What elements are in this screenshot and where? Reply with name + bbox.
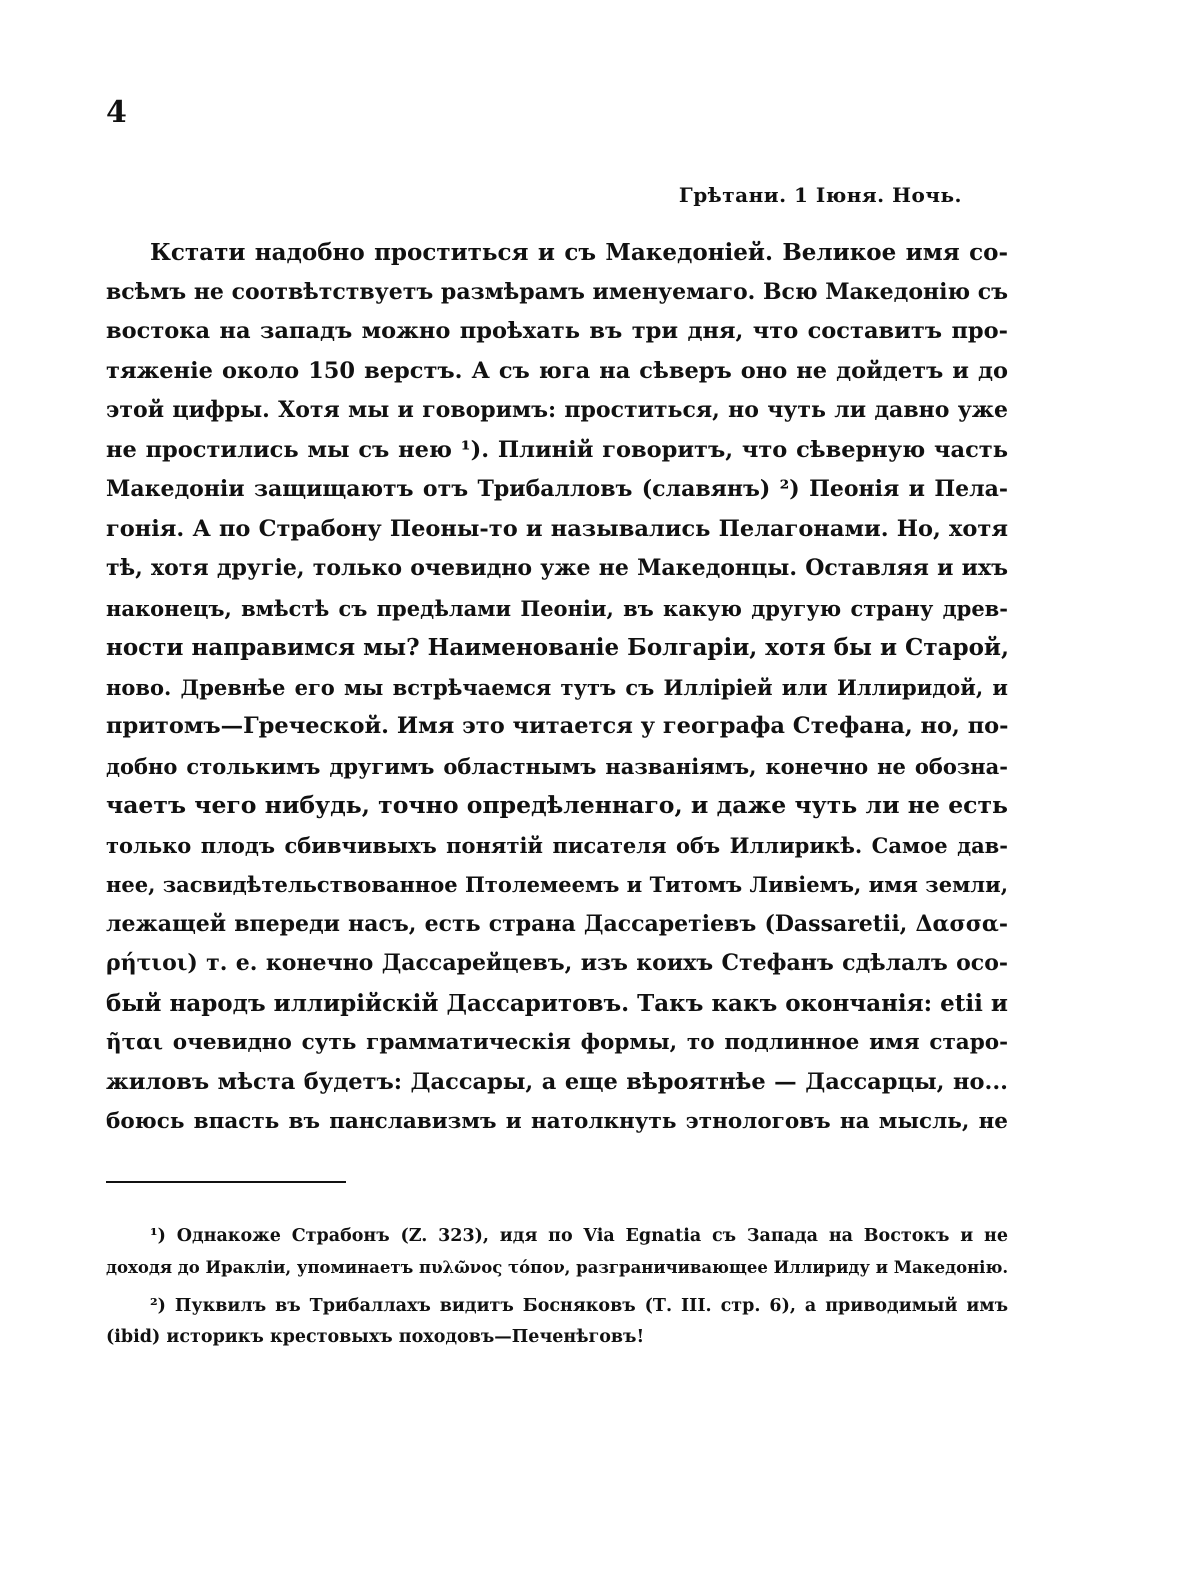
footnote-separator	[106, 1181, 346, 1183]
text-line: всѣмъ не соотвѣтствуетъ размѣрамъ именуемаго. Всю Македонію съ	[106, 278, 1008, 305]
text-line: востока на западъ можно проѣхать въ три дня, что составитъ про-	[106, 318, 1008, 344]
footnote-line: (ibid) историкъ крестовыхъ походовъ—Печенѣговъ!	[106, 1327, 645, 1347]
text-line: боюсь впасть въ панславизмъ и натолкнуть этнологовъ на мысль, не	[106, 1109, 1008, 1134]
main-text	[106, 233, 1008, 1142]
text-line: ново. Древнѣе его мы встрѣчаемся тутъ съ Илліріей или Иллиридой, и	[106, 674, 1008, 700]
text-line: тѣ, хотя другіе, только очевидно уже не Македонцы. Оставляя и ихъ	[106, 555, 1008, 581]
page-number: 4	[106, 95, 127, 130]
text-line: ῆται очевидно суть грамматическія формы, то подлинное имя старо-	[106, 1030, 1008, 1055]
footnote-line: ²) Пуквилъ въ Трибаллахъ видитъ Босняковъ (Т. III. стр. 6), а приводимый имъ	[150, 1296, 1008, 1316]
text-line: только плодъ сбивчивыхъ понятій писателя объ Иллирикѣ. Самое дав-	[106, 832, 1008, 858]
text-line: ности направимся мы? Наименованіе Болгаріи, хотя бы и Старой,	[106, 634, 1009, 661]
text-line: не простились мы съ нею ¹). Плиній говоритъ, что сѣверную часть	[106, 436, 1008, 463]
footnote-2	[106, 1291, 1008, 1353]
text-line: ρήτιοι) т. е. конечно Дассарейцевъ, изъ коихъ Стефанъ сдѣлалъ осо-	[106, 950, 1008, 976]
running-head: Грѣтани. 1 Іюня. Ночь.	[678, 183, 962, 207]
text-line: Македоніи защищаютъ отъ Трибалловъ (славянъ) ²) Пеонія и Пела-	[106, 476, 1008, 502]
text-line: нее, засвидѣтельствованное Птолемеемъ и Титомъ Ливіемъ, имя земли,	[106, 872, 1008, 897]
text-line: гонія. А по Страбону Пеоны-то и назывались Пелагонами. Но, хотя	[106, 515, 1008, 542]
text-line: Кстати надобно проститься и съ Македоніей. Великое имя со-	[150, 239, 1008, 266]
text-line: бый народъ иллирійскій Дассаритовъ. Такъ какъ окончанія: etii и	[106, 989, 1008, 1017]
footnote-1	[106, 1221, 1008, 1283]
text-line: жиловъ мѣста будетъ: Дассары, а еще вѣроятнѣе — Дассарцы, но...	[106, 1068, 1008, 1095]
footnote-line: ¹) Однакоже Страбонъ (Z. 323), идя по Via Egnatia съ Запада на Востокъ и не	[150, 1226, 1008, 1246]
text-line: притомъ—Греческой. Имя это читается у географа Стефана, но, по-	[106, 713, 1009, 739]
text-line: наконецъ, вмѣстѣ съ предѣлами Пеоніи, въ какую другую страну древ-	[106, 595, 1008, 621]
text-line: этой цифры. Хотя мы и говоримъ: проститься, но чуть ли давно уже	[106, 397, 1008, 423]
text-line: добно столькимъ другимъ областнымъ названіямъ, конечно не обозна-	[106, 753, 1008, 779]
text-line: чаетъ чего нибудь, точно опредѣленнаго, и даже чуть ли не есть	[106, 791, 1008, 819]
footnote-line: доходя до Иракліи, упоминаетъ πυλῶνος τόπον, разграничивающее Иллириду и Македонію.	[106, 1258, 1009, 1277]
text-line: тяженіе около 150 верстъ. А съ юга на сѣверъ оно не дойдетъ и до	[106, 357, 1008, 384]
text-line: лежащей впереди насъ, есть страна Дассаретіевъ (Dassaretii, Δασσα-	[106, 910, 1008, 937]
footnotes	[106, 1221, 1008, 1353]
